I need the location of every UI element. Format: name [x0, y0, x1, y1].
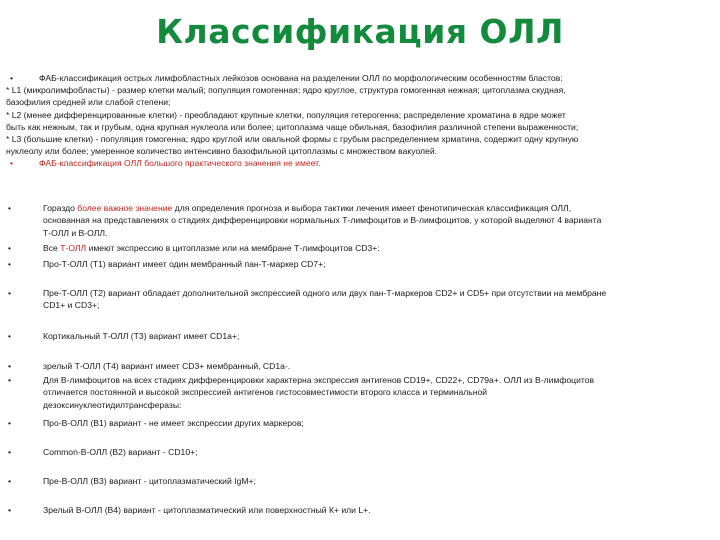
bullet-icon: • — [8, 288, 12, 298]
bullet-icon: • — [8, 375, 12, 385]
bullet-icon: • — [8, 259, 12, 269]
fab-line: * L3 (большие клетки) - популяция гомогенна; ядро круглой или овальной формы с грубым распределением хрматина, содержит одну крупную — [6, 134, 579, 145]
fab-line: базофилия средней или слабой степени; — [6, 97, 171, 108]
fab-conclusion-text: ФАБ-классификация ОЛЛ большого практического значения не имеет. — [39, 158, 321, 169]
bullet-icon: • — [8, 476, 12, 486]
bullet-icon: • — [10, 158, 14, 169]
item-text: основанная на представлениях о стадиях дифференцировки нормальных Т-лимфоцитов и В-лимфоцитов, у которой выделяют 4 варианта — [43, 215, 602, 226]
item-text: имеют экспрессию в цитоплазме или на мембране Т-лимфоцитов CD3+: — [86, 243, 380, 253]
item-text: Common-В-ОЛЛ (В2) вариант - CD10+; — [43, 447, 198, 457]
fab-text: ФАБ-классификация острых лимфобластных лейкозов основана на разделении ОЛЛ по морфологическим особенностям бластов: — [39, 73, 563, 83]
fab-line: * L1 (микролимфобласты) - размер клетки малый; популяция гомогенная; ядро круглое, структура гомогенная нежная; цитоплазма скудная, — [6, 85, 566, 96]
item-text: Гораздо — [43, 203, 78, 213]
item-text: для определения прогноза и выбора тактики лечения имеет фенотипическая классификация ОЛЛ, — [172, 203, 572, 213]
bullet-icon: • — [8, 243, 12, 253]
bullet-icon: • — [8, 505, 12, 515]
item-text: Пре-В-ОЛЛ (В3) вариант - цитоплазматический IgM+; — [43, 476, 256, 486]
bullet-icon: • — [8, 447, 12, 457]
item-highlight: более важное значение — [77, 203, 173, 213]
item-text: Про-Т-ОЛЛ (Т1) вариант имеет один мембранный пан-Т-маркер CD7+; — [43, 259, 326, 269]
bullet-icon: • — [8, 361, 12, 371]
item-text: Про-В-ОЛЛ (В1) вариант - не имеет экспрессии других маркеров; — [43, 418, 304, 428]
bullet-icon: • — [8, 331, 12, 341]
item-text: Для В-лимфоцитов на всех стадиях дифференцировки характерна экспрессия антигенов CD19+, CD22+, CD79a+. ОЛЛ из В-лимфоцитов — [43, 375, 595, 385]
bullet-icon: • — [10, 73, 14, 83]
item-highlight: Т-ОЛЛ — [60, 243, 87, 253]
fab-line: нуклеолу или более; умеренное количество интенсивно базофильной цитоплазмы с множеством вакуолей. — [6, 146, 438, 157]
fab-line: * L2 (менее дифференцированные клетки) - преобладают крупные клетки, популяция гетерогенна; распределение хроматина в ядре может — [6, 109, 566, 120]
bullet-icon: • — [8, 203, 12, 213]
item-text: Кортикальный Т-ОЛЛ (Т3) вариант имеет CD1a+; — [43, 331, 240, 341]
item-text: Т-ОЛЛ и В-ОЛЛ. — [43, 227, 108, 238]
item-text: Зрелый В-ОЛЛ (В4) вариант - цитоплазматический или поверхностный К+ или L+. — [43, 505, 371, 515]
item-text: Пре-Т-ОЛЛ (Т2) вариант обладает дополнительной экспрессией одного или двух пан-Т-маркеров CD2+ и CD5+ при отсутствии на мембране — [43, 288, 607, 298]
bullet-icon: • — [8, 418, 12, 428]
item-text: зрелый Т-ОЛЛ (Т4) вариант имеет CD3+ мембранный, CD1a-. — [43, 361, 291, 371]
item-text: Все — [43, 243, 61, 253]
item-text: дезоксинуклеотидилтрансферазы: — [43, 399, 182, 410]
item-text: отличается постоянной и высокой экспрессией антигенов гистосовместимости второго класса и терминальной — [43, 387, 488, 398]
item-text: CD1+ и CD3+; — [43, 300, 100, 311]
fab-line: быть как нежным, так и грубым, одна крупная нуклеола или более; цитоплазма чаще обильная, базофилия различной степени выраженности; — [6, 121, 579, 132]
slide-title: Классификация ОЛЛ — [156, 12, 564, 51]
